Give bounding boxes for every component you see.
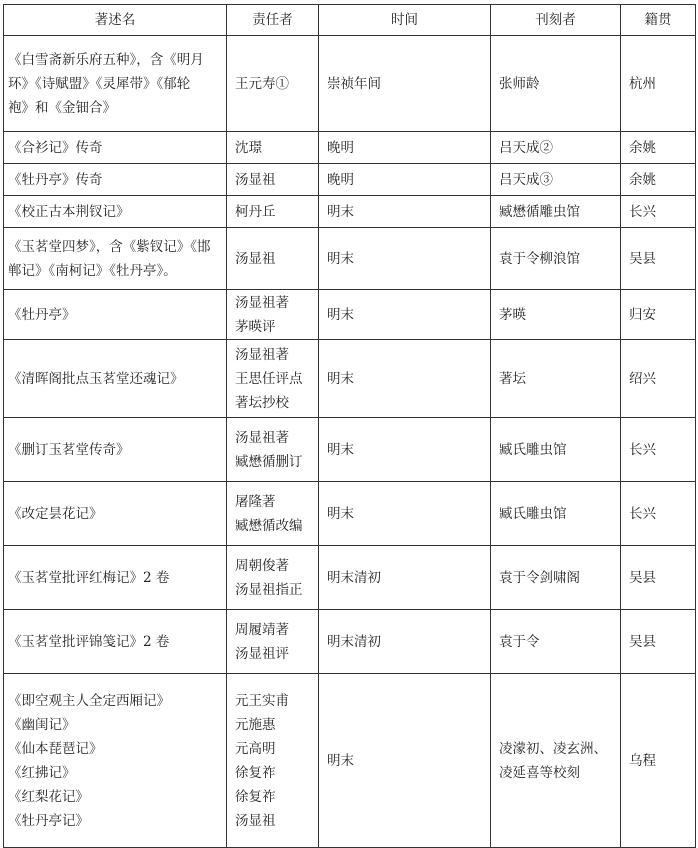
table-row bbox=[4, 228, 696, 290]
table-row bbox=[4, 196, 696, 228]
author-cell bbox=[227, 132, 319, 164]
author-cell bbox=[227, 164, 319, 196]
author-line: 屠隆著 bbox=[235, 493, 276, 510]
book-table bbox=[3, 4, 696, 848]
origin-cell: 余姚 bbox=[621, 164, 696, 196]
title-line: 《玉茗堂四梦》，含《紫钗记》《邯 bbox=[8, 238, 211, 255]
header-origin: 籍贯 bbox=[621, 5, 696, 36]
origin-cell: 杭州 bbox=[621, 36, 696, 132]
author-line: 柯丹丘 bbox=[235, 203, 276, 220]
title-line: 《校正古本荆钗记》 bbox=[8, 203, 130, 220]
header-row bbox=[4, 5, 696, 36]
table-row bbox=[4, 418, 696, 482]
author-cell bbox=[227, 418, 319, 482]
printer-line: 吕天成③ bbox=[499, 171, 553, 188]
author-line: 汤显祖评 bbox=[235, 645, 289, 662]
author-line: 臧懋循改编 bbox=[235, 517, 303, 534]
author-line: 元高明 bbox=[235, 740, 276, 757]
author-line: 汤显祖 bbox=[235, 250, 276, 267]
title-cell bbox=[4, 290, 227, 340]
printer-line: 臧懋循雕虫馆 bbox=[499, 203, 580, 220]
time-cell: 明末 bbox=[319, 674, 491, 848]
author-line: 汤显祖著 bbox=[235, 429, 289, 446]
title-line: 《仙本琵琶记》 bbox=[8, 740, 103, 757]
author-line: 沈璟 bbox=[235, 139, 262, 156]
table-row bbox=[4, 36, 696, 132]
time-cell: 明末 bbox=[319, 228, 491, 290]
title-cell bbox=[4, 340, 227, 418]
printer-line: 张师龄 bbox=[499, 75, 540, 92]
time-cell: 明末 bbox=[319, 418, 491, 482]
origin-cell: 余姚 bbox=[621, 132, 696, 164]
title-line: 《即空观主人全定西厢记》 bbox=[8, 692, 170, 709]
title-cell bbox=[4, 132, 227, 164]
printer-cell bbox=[491, 228, 621, 290]
title-line: 《合衫记》传奇 bbox=[8, 139, 103, 156]
origin-cell: 吴县 bbox=[621, 228, 696, 290]
time-cell: 晚明 bbox=[319, 164, 491, 196]
origin-cell: 绍兴 bbox=[621, 340, 696, 418]
author-cell bbox=[227, 228, 319, 290]
origin-cell: 长兴 bbox=[621, 418, 696, 482]
printer-cell bbox=[491, 164, 621, 196]
origin-cell: 长兴 bbox=[621, 482, 696, 546]
printer-cell bbox=[491, 674, 621, 848]
title-cell bbox=[4, 482, 227, 546]
table-row bbox=[4, 290, 696, 340]
title-line: 《删订玉茗堂传奇》 bbox=[8, 441, 130, 458]
origin-cell: 吴县 bbox=[621, 546, 696, 610]
author-line: 著坛抄校 bbox=[235, 394, 289, 411]
table-row bbox=[4, 340, 696, 418]
author-cell bbox=[227, 482, 319, 546]
author-cell bbox=[227, 610, 319, 674]
title-cell bbox=[4, 418, 227, 482]
author-line: 汤显祖著 bbox=[235, 346, 289, 363]
author-cell bbox=[227, 340, 319, 418]
author-line: 王元寿① bbox=[235, 75, 289, 92]
title-line: 郸记》《南柯记》《牡丹亭》。 bbox=[8, 262, 177, 279]
header-title: 著述名 bbox=[4, 5, 227, 36]
author-cell bbox=[227, 36, 319, 132]
header-printer: 刊刻者 bbox=[491, 5, 621, 36]
title-line: 《红拂记》 bbox=[8, 764, 76, 781]
title-line: 《白雪斋新乐府五种》，含《明月 bbox=[8, 51, 204, 68]
time-cell: 明末清初 bbox=[319, 546, 491, 610]
origin-cell: 长兴 bbox=[621, 196, 696, 228]
printer-line: 袁于令 bbox=[499, 633, 540, 650]
title-cell bbox=[4, 674, 227, 848]
author-line: 汤显祖著 bbox=[235, 294, 289, 311]
title-line: 《牡丹亭》传奇 bbox=[8, 171, 103, 188]
author-line: 周履靖著 bbox=[235, 621, 289, 638]
title-line: 《改定昙花记》 bbox=[8, 505, 103, 522]
printer-cell bbox=[491, 546, 621, 610]
table-row bbox=[4, 674, 696, 848]
printer-line: 著坛 bbox=[499, 370, 526, 387]
time-cell: 明末清初 bbox=[319, 610, 491, 674]
header-author: 责任者 bbox=[227, 5, 319, 36]
printer-cell bbox=[491, 482, 621, 546]
author-line: 元施惠 bbox=[235, 716, 276, 733]
time-cell: 明末 bbox=[319, 196, 491, 228]
origin-cell: 吴县 bbox=[621, 610, 696, 674]
author-line: 汤显祖 bbox=[235, 812, 276, 829]
title-cell bbox=[4, 196, 227, 228]
printer-cell bbox=[491, 290, 621, 340]
time-cell: 明末 bbox=[319, 482, 491, 546]
author-line: 徐复祚 bbox=[235, 764, 276, 781]
author-cell bbox=[227, 546, 319, 610]
printer-line: 茅暎 bbox=[499, 306, 526, 323]
printer-cell bbox=[491, 610, 621, 674]
title-line: 《玉茗堂批评红梅记》2 卷 bbox=[8, 569, 170, 586]
author-line: 汤显祖指正 bbox=[235, 581, 303, 598]
author-cell bbox=[227, 674, 319, 848]
table-row bbox=[4, 546, 696, 610]
title-cell bbox=[4, 164, 227, 196]
printer-line: 凌延喜等校刻 bbox=[499, 764, 580, 781]
author-line: 徐复祚 bbox=[235, 788, 276, 805]
printer-cell bbox=[491, 340, 621, 418]
title-line: 《牡丹亭记》 bbox=[8, 812, 89, 829]
header-time: 时间 bbox=[319, 5, 491, 36]
title-cell bbox=[4, 228, 227, 290]
author-line: 周朝俊著 bbox=[235, 557, 289, 574]
printer-line: 袁于令柳浪馆 bbox=[499, 250, 580, 267]
title-line: 环》《诗赋盟》《灵犀带》《郁轮 bbox=[8, 75, 191, 92]
title-cell bbox=[4, 610, 227, 674]
title-line: 《玉茗堂批评锦笺记》2 卷 bbox=[8, 633, 170, 650]
title-line: 《清晖阁批点玉茗堂还魂记》 bbox=[8, 370, 184, 387]
author-line: 王思任评点 bbox=[235, 370, 303, 387]
printer-cell bbox=[491, 418, 621, 482]
table-row bbox=[4, 482, 696, 546]
printer-cell bbox=[491, 196, 621, 228]
title-line: 袍》和《金钿合》 bbox=[8, 99, 116, 116]
time-cell: 崇祯年间 bbox=[319, 36, 491, 132]
title-line: 《幽闺记》 bbox=[8, 716, 76, 733]
author-line: 汤显祖 bbox=[235, 171, 276, 188]
author-line: 茅暎评 bbox=[235, 318, 276, 335]
time-cell: 明末 bbox=[319, 290, 491, 340]
title-cell bbox=[4, 36, 227, 132]
table-row bbox=[4, 164, 696, 196]
printer-line: 凌濛初、凌玄洲、 bbox=[499, 740, 607, 757]
table-row bbox=[4, 132, 696, 164]
time-cell: 晚明 bbox=[319, 132, 491, 164]
printer-line: 袁于令剑啸阁 bbox=[499, 569, 580, 586]
author-cell bbox=[227, 196, 319, 228]
printer-line: 臧氏雕虫馆 bbox=[499, 441, 567, 458]
printer-line: 吕天成② bbox=[499, 139, 553, 156]
title-line: 《红梨花记》 bbox=[8, 788, 89, 805]
printer-cell bbox=[491, 36, 621, 132]
author-line: 臧懋循删订 bbox=[235, 453, 303, 470]
author-line: 元王实甫 bbox=[235, 692, 289, 709]
origin-cell: 归安 bbox=[621, 290, 696, 340]
author-cell bbox=[227, 290, 319, 340]
title-line: 《牡丹亭》 bbox=[8, 306, 76, 323]
table-row bbox=[4, 610, 696, 674]
printer-cell bbox=[491, 132, 621, 164]
time-cell: 明末 bbox=[319, 340, 491, 418]
printer-line: 臧氏雕虫馆 bbox=[499, 505, 567, 522]
title-cell bbox=[4, 546, 227, 610]
origin-cell: 乌程 bbox=[621, 674, 696, 848]
